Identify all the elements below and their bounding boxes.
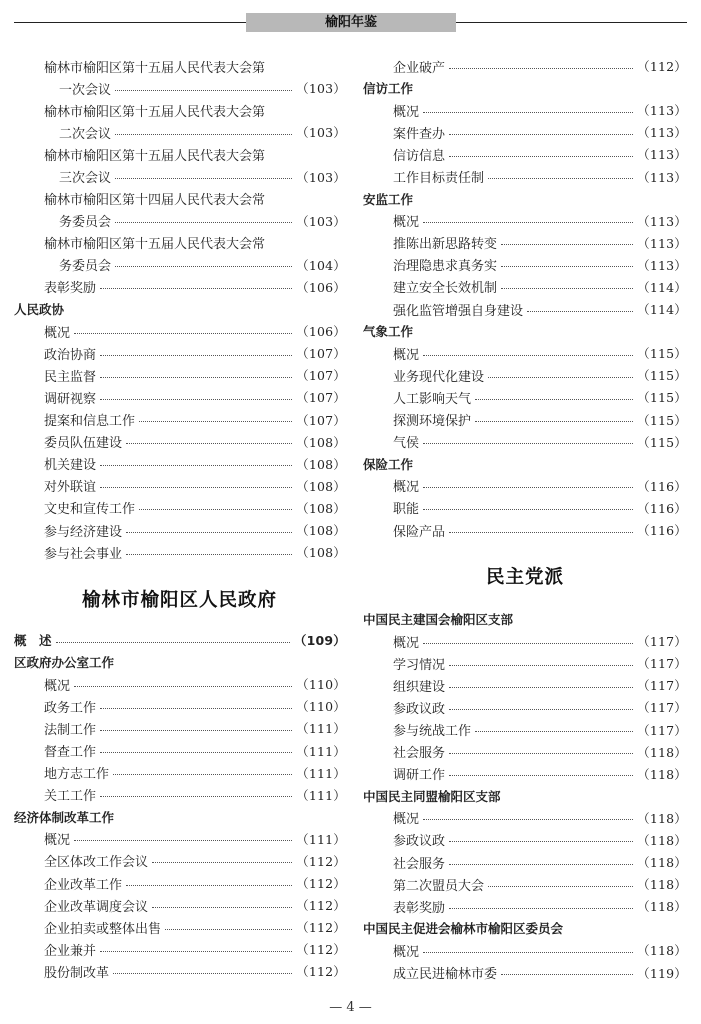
- toc-entry-title: 文史和宣传工作: [44, 502, 136, 518]
- toc-entry: [14, 121, 346, 143]
- toc-section-heading: [363, 785, 687, 807]
- toc-entry: [14, 55, 346, 77]
- toc-entry-title: 对外联谊: [44, 480, 97, 496]
- toc-entry: [363, 674, 687, 696]
- toc-entry-title: 参与社会事业: [44, 546, 123, 562]
- toc-page-number: （103）: [296, 213, 346, 229]
- toc-leader-dots: [126, 554, 292, 555]
- toc-entry-title: 政治协商: [44, 347, 97, 363]
- toc-page-number: （118）: [637, 810, 687, 826]
- toc-entry: [14, 784, 346, 806]
- toc-page-number: （118）: [637, 877, 687, 893]
- toc-leader-dots: [449, 687, 633, 688]
- toc-leader-dots: [449, 665, 633, 666]
- toc-entry: [14, 850, 346, 872]
- toc-entry: [14, 872, 346, 894]
- toc-page-number: （110）: [296, 677, 346, 693]
- toc-leader-dots: [56, 642, 290, 643]
- toc-entry-title: 概况: [393, 215, 420, 231]
- toc-page-number: （117）: [637, 700, 687, 716]
- toc-entry: [363, 165, 687, 187]
- toc-entry-title: 概况: [393, 635, 420, 651]
- toc-entry-title: 提案和信息工作: [44, 414, 136, 430]
- toc-entry-title: 业务现代化建设: [393, 369, 485, 385]
- toc-leader-dots: [423, 643, 633, 644]
- toc-leader-dots: [449, 775, 633, 776]
- toc-entry: [363, 652, 687, 674]
- toc-entry: [363, 298, 687, 320]
- toc-leader-dots: [74, 840, 292, 841]
- toc-leader-dots: [165, 929, 292, 930]
- toc-entry: [14, 695, 346, 717]
- toc-entry: [14, 99, 346, 121]
- toc-page-number: （113）: [637, 257, 687, 273]
- toc-page-number: （112）: [296, 876, 346, 892]
- toc-entry: [363, 851, 687, 873]
- toc-page-number: （110）: [296, 699, 346, 715]
- toc-entry-title: 二次会议: [59, 126, 112, 142]
- toc-leader-dots: [100, 377, 292, 378]
- toc-entry-title: 关工工作: [44, 789, 97, 805]
- toc-entry-title: 榆林市榆阳区第十五届人民代表大会第: [44, 104, 266, 120]
- toc-page-number: （108）: [296, 456, 346, 472]
- toc-page-number: （117）: [637, 656, 687, 672]
- toc-entry: [14, 210, 346, 232]
- toc-page-number: （113）: [637, 147, 687, 163]
- toc-entry-title: 概况: [393, 347, 420, 363]
- toc-page-number: （117）: [637, 678, 687, 694]
- toc-entry: [14, 276, 346, 298]
- toc-leader-dots: [423, 222, 633, 223]
- toc-page-number: （118）: [637, 943, 687, 959]
- toc-page-number: （116）: [637, 523, 687, 539]
- toc-section-heading: [363, 188, 687, 210]
- toc-entry-title: 第二次盟员大会: [393, 878, 485, 894]
- toc-entry-title: 概况: [393, 944, 420, 960]
- toc-entry-title: 中国民主促进会榆林市榆阳区委员会: [363, 921, 564, 937]
- toc-entry-title: 信访信息: [393, 148, 446, 164]
- toc-entry: [14, 541, 346, 563]
- section-title-government: 榆林市榆阳区人民政府: [82, 590, 278, 611]
- toc-leader-dots: [115, 90, 292, 91]
- toc-leader-dots: [423, 819, 633, 820]
- toc-section-heading: [363, 608, 687, 630]
- toc-entry-title: 学习情况: [393, 657, 446, 673]
- toc-entry: [14, 894, 346, 916]
- toc-entry-title: 概况: [393, 104, 420, 120]
- toc-entry: [14, 497, 346, 519]
- toc-page-number: （103）: [296, 125, 346, 141]
- toc-leader-dots: [449, 532, 633, 533]
- toc-leader-dots: [527, 311, 633, 312]
- toc-entry: [363, 962, 687, 984]
- toc-entry: [14, 475, 346, 497]
- toc-entry: [363, 409, 687, 431]
- toc-entry-title: 督查工作: [44, 745, 97, 761]
- toc-leader-dots: [115, 222, 292, 223]
- toc-leader-dots: [113, 973, 292, 974]
- toc-page-number: （106）: [296, 279, 346, 295]
- toc-page-number: （109）: [293, 633, 346, 649]
- toc-entry: [14, 916, 346, 938]
- toc-page-number: （107）: [296, 390, 346, 406]
- toc-entry: [14, 364, 346, 386]
- toc-entry: [14, 143, 346, 165]
- toc-page-number: （108）: [296, 523, 346, 539]
- toc-entry-title: 概况: [44, 833, 71, 849]
- toc-page-number: （107）: [296, 412, 346, 428]
- toc-entry: [363, 741, 687, 763]
- toc-page-number: （114）: [637, 279, 687, 295]
- toc-entry: [14, 673, 346, 695]
- toc-entry-title: 概况: [393, 812, 420, 828]
- toc-entry-title: 人工影响天气: [393, 391, 472, 407]
- toc-entry: [363, 276, 687, 298]
- toc-leader-dots: [423, 443, 633, 444]
- toc-page-number: （118）: [637, 766, 687, 782]
- toc-entry: [14, 232, 346, 254]
- toc-entry: [14, 320, 346, 342]
- page-number: — 4 —: [329, 1000, 372, 1015]
- toc-entry: [363, 718, 687, 740]
- toc-entry-title: 全区体改工作会议: [44, 855, 149, 871]
- toc-leader-dots: [423, 487, 633, 488]
- toc-leader-dots: [449, 68, 633, 69]
- toc-entry: [14, 938, 346, 960]
- toc-entry: [14, 386, 346, 408]
- toc-page-number: （115）: [637, 434, 687, 450]
- toc-entry-title: 榆林市榆阳区第十四届人民代表大会常: [44, 193, 266, 209]
- toc-leader-dots: [139, 421, 292, 422]
- toc-entry-title: 推陈出新思路转变: [393, 237, 498, 253]
- toc-leader-dots: [152, 907, 292, 908]
- toc-entry-title: 气侯: [393, 436, 420, 452]
- toc-entry-title: 保险工作: [363, 456, 414, 472]
- toc-leader-dots: [100, 708, 292, 709]
- toc-leader-dots: [115, 266, 292, 267]
- toc-page-number: （113）: [637, 235, 687, 251]
- toc-entry-title: 气象工作: [363, 324, 414, 340]
- toc-entry: [363, 364, 687, 386]
- toc-entry-title: 企业拍卖或整体出售: [44, 921, 162, 937]
- toc-entry-title: 一次会议: [59, 82, 112, 98]
- toc-entry-title: 地方志工作: [44, 767, 110, 783]
- toc-entry-title: 职能: [393, 502, 420, 518]
- toc-section-heading: [14, 806, 346, 828]
- toc-entry: [363, 807, 687, 829]
- toc-page-number: （113）: [637, 213, 687, 229]
- toc-entry-title: 法制工作: [44, 722, 97, 738]
- toc-leader-dots: [475, 399, 633, 400]
- toc-leader-dots: [100, 399, 292, 400]
- toc-leader-dots: [475, 421, 633, 422]
- toc-entry-title: 组织建设: [393, 679, 446, 695]
- toc-entry-title: 榆林市榆阳区第十五届人民代表大会第: [44, 148, 266, 164]
- toc-entry: [363, 143, 687, 165]
- toc-entry: [14, 431, 346, 453]
- toc-leader-dots: [501, 244, 633, 245]
- toc-entry: [363, 342, 687, 364]
- toc-leader-dots: [100, 465, 292, 466]
- toc-page-number: （113）: [637, 169, 687, 185]
- toc-leader-dots: [423, 952, 633, 953]
- toc-page-number: （108）: [296, 434, 346, 450]
- toc-entry-title: 企业兼并: [44, 943, 97, 959]
- toc-entry: [14, 519, 346, 541]
- toc-leader-dots: [100, 752, 292, 753]
- toc-leader-dots: [139, 509, 292, 510]
- toc-entry-title: 表彰奖励: [393, 900, 446, 916]
- toc-page-number: （103）: [296, 81, 346, 97]
- toc-entry-title: 机关建设: [44, 458, 97, 474]
- toc-section-heading: [14, 629, 346, 651]
- toc-page-number: （111）: [296, 743, 346, 759]
- toc-page-number: （118）: [637, 832, 687, 848]
- toc-leader-dots: [423, 509, 633, 510]
- toc-entry-title: 表彰奖励: [44, 281, 97, 297]
- toc-entry: [14, 739, 346, 761]
- toc-entry: [363, 232, 687, 254]
- toc-entry-title: 榆林市榆阳区第十五届人民代表大会常: [44, 237, 266, 253]
- toc-leader-dots: [115, 134, 292, 135]
- toc-leader-dots: [449, 156, 633, 157]
- toc-page-number: （112）: [296, 920, 346, 936]
- toc-leader-dots: [115, 178, 292, 179]
- toc-entry: [14, 188, 346, 210]
- toc-entry: [14, 77, 346, 99]
- toc-page-number: （112）: [637, 59, 687, 75]
- toc-entry-title: 强化监管增强自身建设: [393, 303, 524, 319]
- toc-page-number: （117）: [637, 722, 687, 738]
- header-rule-right: [456, 22, 687, 23]
- toc-page-number: （113）: [637, 103, 687, 119]
- toc-entry: [14, 960, 346, 982]
- toc-page-number: （111）: [296, 831, 346, 847]
- toc-entry-title: 保险产品: [393, 524, 446, 540]
- toc-entry: [363, 873, 687, 895]
- toc-left-column-upper: [14, 55, 346, 563]
- toc-entry-title: 参政议政: [393, 834, 446, 850]
- toc-entry: [363, 497, 687, 519]
- toc-entry-title: 工作目标责任制: [393, 171, 485, 187]
- toc-page-number: （116）: [637, 500, 687, 516]
- toc-entry: [363, 829, 687, 851]
- toc-entry: [363, 475, 687, 497]
- toc-leader-dots: [501, 266, 633, 267]
- toc-entry-title: 经济体制改革工作: [14, 809, 115, 825]
- toc-page-number: （104）: [296, 257, 346, 273]
- toc-entry: [14, 342, 346, 364]
- toc-entry: [363, 55, 687, 77]
- toc-section-heading: [14, 651, 346, 673]
- toc-page-number: （115）: [637, 390, 687, 406]
- toc-entry-title: 概况: [44, 325, 71, 341]
- toc-entry-title: 股份制改革: [44, 965, 110, 981]
- toc-entry-title: 成立民进榆林市委: [393, 967, 498, 983]
- toc-entry: [14, 828, 346, 850]
- toc-section-heading: [363, 77, 687, 99]
- toc-leader-dots: [423, 355, 633, 356]
- toc-entry: [363, 99, 687, 121]
- toc-page-number: （115）: [637, 368, 687, 384]
- toc-entry: [363, 696, 687, 718]
- toc-entry: [14, 762, 346, 784]
- toc-leader-dots: [488, 377, 633, 378]
- toc-leader-dots: [74, 333, 292, 334]
- toc-entry-title: 人民政协: [14, 302, 65, 318]
- toc-leader-dots: [423, 112, 633, 113]
- toc-entry: [363, 519, 687, 541]
- toc-page-number: （107）: [296, 368, 346, 384]
- toc-entry-title: 参与统战工作: [393, 724, 472, 740]
- toc-leader-dots: [100, 730, 292, 731]
- toc-leader-dots: [100, 288, 292, 289]
- toc-leader-dots: [152, 862, 292, 863]
- toc-leader-dots: [449, 753, 633, 754]
- toc-leader-dots: [113, 774, 292, 775]
- toc-entry: [14, 453, 346, 475]
- toc-entry-title: 参与经济建设: [44, 524, 123, 540]
- toc-entry-title: 信访工作: [363, 81, 414, 97]
- toc-leader-dots: [488, 886, 633, 887]
- toc-leader-dots: [449, 709, 633, 710]
- toc-page-number: （108）: [296, 478, 346, 494]
- toc-leader-dots: [126, 532, 292, 533]
- toc-entry: [363, 386, 687, 408]
- toc-entry-title: 概况: [393, 480, 420, 496]
- toc-page-number: （108）: [296, 500, 346, 516]
- toc-page-number: （118）: [637, 855, 687, 871]
- toc-entry-title: 三次会议: [59, 171, 112, 187]
- toc-entry: [14, 717, 346, 739]
- toc-leader-dots: [126, 885, 292, 886]
- toc-leader-dots: [100, 951, 292, 952]
- toc-entry-title: 委员队伍建设: [44, 436, 123, 452]
- toc-page-number: （111）: [296, 765, 346, 781]
- toc-right-column-lower: [363, 608, 687, 984]
- toc-page-number: （115）: [637, 346, 687, 362]
- toc-page-number: （119）: [637, 965, 687, 981]
- toc-page-number: （118）: [637, 744, 687, 760]
- toc-section-heading: [363, 453, 687, 475]
- toc-leader-dots: [475, 731, 633, 732]
- toc-entry-title: 治理隐患求真务实: [393, 259, 498, 275]
- toc-leader-dots: [449, 864, 633, 865]
- toc-page-number: （112）: [296, 853, 346, 869]
- toc-page-number: （112）: [296, 898, 346, 914]
- toc-entry-title: 企业改革工作: [44, 877, 123, 893]
- toc-section-heading: [363, 917, 687, 939]
- toc-entry-title: 概况: [44, 678, 71, 694]
- toc-leader-dots: [100, 355, 292, 356]
- toc-leader-dots: [100, 796, 292, 797]
- toc-entry: [363, 121, 687, 143]
- toc-page-number: （108）: [296, 545, 346, 561]
- toc-page-number: （118）: [637, 899, 687, 915]
- toc-section-heading: [363, 320, 687, 342]
- toc-entry: [363, 431, 687, 453]
- toc-page-number: （116）: [637, 478, 687, 494]
- toc-entry: [363, 763, 687, 785]
- toc-entry: [363, 895, 687, 917]
- toc-entry-title: 社会服务: [393, 746, 446, 762]
- toc-leader-dots: [126, 443, 292, 444]
- toc-page-number: （112）: [296, 942, 346, 958]
- section-title-parties: 民主党派: [486, 567, 565, 588]
- toc-entry-title: 安监工作: [363, 191, 414, 207]
- toc-leader-dots: [501, 974, 633, 975]
- toc-entry-title: 榆林市榆阳区第十五届人民代表大会第: [44, 60, 266, 76]
- toc-page-number: （117）: [637, 634, 687, 650]
- toc-page-number: （111）: [296, 721, 346, 737]
- toc-entry-title: 概 述: [14, 633, 52, 649]
- toc-entry: [14, 254, 346, 276]
- toc-page-number: （107）: [296, 346, 346, 362]
- toc-entry-title: 建立安全长效机制: [393, 281, 498, 297]
- toc-page-number: （113）: [637, 125, 687, 141]
- toc-page-number: （111）: [296, 787, 346, 803]
- header-rule-left: [14, 22, 246, 23]
- toc-leader-dots: [501, 288, 633, 289]
- toc-section-heading: [14, 298, 346, 320]
- toc-entry-title: 探测环境保护: [393, 414, 472, 430]
- toc-entry-title: 务委员会: [59, 259, 112, 275]
- toc-entry-title: 中国民主同盟榆阳区支部: [363, 788, 501, 804]
- toc-entry-title: 政务工作: [44, 700, 97, 716]
- toc-left-column-lower: [14, 629, 346, 983]
- toc-entry-title: 调研视察: [44, 391, 97, 407]
- toc-entry: [363, 939, 687, 961]
- toc-entry: [363, 630, 687, 652]
- toc-entry: [363, 254, 687, 276]
- toc-entry-title: 参政议政: [393, 701, 446, 717]
- toc-page-number: （112）: [296, 964, 346, 980]
- toc-entry-title: 中国民主建国会榆阳区支部: [363, 612, 514, 628]
- toc-entry: [14, 409, 346, 431]
- toc-leader-dots: [488, 178, 633, 179]
- toc-entry: [14, 165, 346, 187]
- toc-leader-dots: [449, 841, 633, 842]
- toc-page-number: （103）: [296, 169, 346, 185]
- toc-entry-title: 调研工作: [393, 768, 446, 784]
- toc-page-number: （115）: [637, 412, 687, 428]
- toc-entry-title: 企业破产: [393, 60, 446, 76]
- toc-entry-title: 社会服务: [393, 856, 446, 872]
- toc-entry-title: 案件查办: [393, 126, 446, 142]
- toc-page-number: （106）: [296, 324, 346, 340]
- toc-entry-title: 民主监督: [44, 369, 97, 385]
- toc-entry: [363, 210, 687, 232]
- toc-leader-dots: [100, 487, 292, 488]
- toc-entry-title: 区政府办公室工作: [14, 655, 115, 671]
- toc-right-column-upper: [363, 55, 687, 541]
- toc-page-number: （114）: [637, 302, 687, 318]
- toc-leader-dots: [74, 686, 292, 687]
- header-title: 榆阳年鉴: [246, 13, 456, 32]
- toc-entry-title: 企业改革调度会议: [44, 899, 149, 915]
- toc-leader-dots: [449, 908, 633, 909]
- toc-entry-title: 务委员会: [59, 215, 112, 231]
- toc-leader-dots: [449, 134, 633, 135]
